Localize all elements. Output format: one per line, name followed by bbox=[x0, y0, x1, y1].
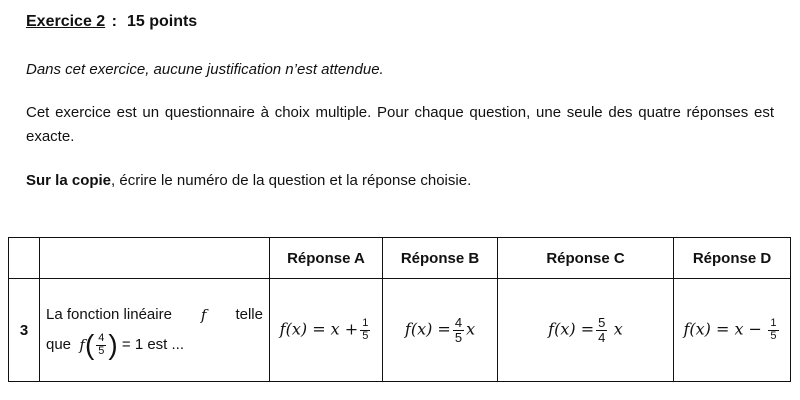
question-line1-right: telle bbox=[235, 306, 263, 323]
question-frac-num: 4 bbox=[98, 331, 105, 344]
table-row bbox=[9, 279, 791, 382]
answer-b-den: 5 bbox=[454, 329, 463, 345]
instruction-bold: Sur la copie bbox=[26, 172, 112, 189]
question-line-1 bbox=[46, 300, 263, 330]
answer-c-fraction bbox=[596, 316, 607, 344]
exercise-heading bbox=[26, 13, 197, 31]
right-paren: ) bbox=[108, 329, 118, 360]
question-number: 3 bbox=[9, 279, 40, 382]
question-frac-den: 5 bbox=[98, 344, 105, 357]
question-line2-suffix: = 1 est ... bbox=[121, 336, 185, 353]
question-fraction bbox=[96, 333, 106, 357]
answer-d-num: 1 bbox=[770, 316, 777, 329]
answer-d-fraction bbox=[768, 318, 778, 342]
answer-b-rhs: x bbox=[466, 319, 476, 339]
question-line2-prefix: que bbox=[46, 336, 72, 353]
answer-a-lhs: f(x) = x + bbox=[279, 319, 359, 339]
question-text bbox=[40, 279, 270, 382]
answer-a-fraction bbox=[360, 318, 370, 342]
exercise-intro: Dans cet exercice, aucune justification n’est attendue. bbox=[26, 61, 384, 78]
answer-c-num: 5 bbox=[598, 314, 606, 330]
answer-d-lhs: f(x) = x − bbox=[683, 319, 762, 339]
answer-c-lhs: f(x) = bbox=[548, 319, 595, 339]
header-empty-num bbox=[9, 238, 40, 279]
answer-c-rhs: x bbox=[613, 319, 623, 339]
answer-d-den: 5 bbox=[770, 329, 777, 342]
left-paren: ( bbox=[84, 329, 95, 360]
instruction-rest: , écrire le numéro de la question et la réponse choisie. bbox=[111, 172, 472, 189]
answer-a bbox=[270, 279, 383, 382]
table-header-row bbox=[9, 238, 791, 279]
header-answer-a: Réponse A bbox=[270, 238, 383, 279]
question-line1-left: La fonction linéaire bbox=[46, 306, 172, 323]
answer-c-den: 4 bbox=[598, 329, 606, 345]
header-empty-question bbox=[40, 238, 270, 279]
answer-b-fraction bbox=[453, 316, 464, 344]
answer-d bbox=[674, 279, 791, 382]
header-answer-b: Réponse B bbox=[383, 238, 498, 279]
answer-a-num: 1 bbox=[362, 316, 369, 329]
exercise-title: Exercice 2 bbox=[26, 13, 106, 30]
answer-b-num: 4 bbox=[454, 314, 463, 330]
answer-a-den: 5 bbox=[362, 329, 369, 342]
exercise-points: 15 points bbox=[126, 13, 198, 30]
header-answer-d: Réponse D bbox=[674, 238, 791, 279]
answer-b bbox=[383, 279, 498, 382]
exercise-paragraph: Cet exercice est un questionnaire à choix multiple. Pour chaque question, une seule des quatre réponses est exacte. bbox=[26, 104, 774, 145]
header-answer-c: Réponse C bbox=[498, 238, 674, 279]
question-line1-var: f bbox=[200, 306, 207, 324]
heading-colon: : bbox=[107, 13, 117, 30]
qcm-table bbox=[8, 237, 791, 382]
question-line2-func: f bbox=[79, 336, 85, 354]
answer-c bbox=[498, 279, 674, 382]
answer-b-lhs: f(x) = bbox=[404, 319, 451, 339]
question-line-2 bbox=[46, 330, 263, 360]
exercise-instruction bbox=[26, 172, 471, 189]
